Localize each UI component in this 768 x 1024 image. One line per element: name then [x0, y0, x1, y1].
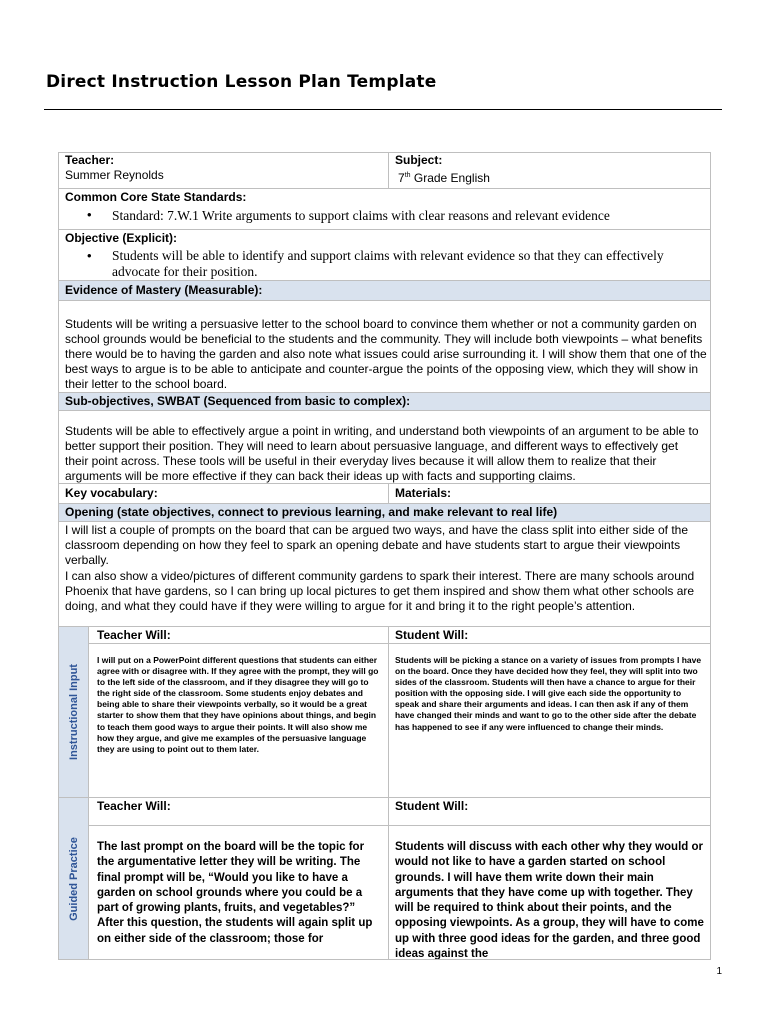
bullet-icon: •	[87, 248, 92, 263]
student-will-label: Student Will:	[395, 799, 469, 813]
document-title: Direct Instruction Lesson Plan Template	[46, 72, 437, 92]
guided-teacher-head	[88, 797, 389, 826]
instructional-teacher-head	[88, 626, 389, 644]
teacher-will-label: Teacher Will:	[97, 799, 171, 813]
objective-label: Objective (Explicit):	[65, 231, 178, 245]
student-will-label: Student Will:	[395, 628, 469, 642]
vocabulary-label: Key vocabulary:	[65, 486, 158, 500]
grade-number: 7	[398, 171, 405, 185]
objective-bullet-text: Students will be able to identify and support claims with relevant evidence so that they can effectively advocate for their position.	[112, 248, 664, 279]
instructional-student-body	[388, 643, 711, 798]
guided-practice-side-label: Guided Practice	[58, 797, 89, 960]
subject-label: Subject:	[395, 153, 443, 167]
instructional-student-text: Students will be picking a stance on a variety of issues from prompts I have on the board. Once they have decided how they feel, they will split into two sides of the classroom. Students will then have a chance to argue for their position with the opposing side. I will give each side the opportunity to speak and share their arguments and ideas. I can then ask if any of them have changed their minds and want to go to the other side after the debate has happened to see if any were influenced to change their minds.	[395, 655, 702, 732]
teacher-will-label: Teacher Will:	[97, 628, 171, 642]
mastery-header	[58, 280, 711, 301]
opening-header	[58, 503, 711, 522]
opening-paragraph-2: I can also show a video/pictures of different community gardens to spark their interest. There are many schools around Phoenix that have gardens, so I can bring up local pictures to get them inspired and show them what other schools are doing, and what they could have if they were willing to argue for it and bring it to the right people’s attention.	[65, 569, 695, 613]
subject-value	[398, 168, 490, 186]
title-divider	[44, 109, 722, 110]
guided-teacher-text: The last prompt on the board will be the topic for the argumentative letter they will be writing. The final prompt will be, “Would you like to have a garden on school grounds where you could be a part of growing plants, fruits, and vegetables?” After this question, the students will again split up on either side of the classroom; those for	[97, 841, 373, 945]
subobjectives-text: Students will be able to effectively argue a point in writing, and understand both viewpoints of an argument to be able to better support their position. They will need to learn about persuasive language, and different ways to effectively get their point across. These tools will be useful in their everyday lives because it will allow them to realize that their arguments will be more effective if they can back their ideas up with facts and supporting claims.	[65, 424, 699, 483]
standards-cell	[58, 188, 711, 230]
instructional-input-side-label: Instructional Input	[58, 626, 89, 798]
vocabulary-cell	[58, 483, 389, 504]
teacher-label: Teacher:	[65, 153, 115, 167]
subobjectives-label: Sub-objectives, SWBAT (Sequenced from basic to complex):	[65, 394, 411, 408]
opening-body	[58, 521, 711, 627]
mastery-text: Students will be writing a persuasive letter to the school board to convince them whether or not a community garden on school grounds would be beneficial to the students and the community. They will include both viewpoints – what benefits there would be to having the garden and also note what issues could arise surrounding it. I will show them that one of the best ways to argue is to be able to anticipate and counter-argue the points of the opposing view, which they will show in their letter to the school board.	[65, 317, 707, 391]
page-number: 1	[716, 966, 722, 977]
bullet-icon: •	[87, 207, 92, 222]
opening-label: Opening (state objectives, connect to previous learning, and make relevant to real life)	[65, 505, 558, 519]
instructional-teacher-body	[88, 643, 389, 798]
subject-cell	[388, 152, 711, 189]
standards-bullet-text: Standard: 7.W.1 Write arguments to support claims with clear reasons and relevant evidence	[112, 208, 610, 223]
guided-teacher-body	[88, 825, 389, 960]
subobjectives-body	[58, 410, 711, 484]
guided-student-body	[388, 825, 711, 960]
instructional-teacher-text: I will put on a PowerPoint different questions that students can either agree with or disagree with. If they agree with the prompt, they will go to the left side of the classroom, and if they disagree they will go to the right side of the classroom. Some students enjoy debates and being able to share their viewpoints verbally, so it would be a great starter to show them that they have opinions about things, and begin to teach them good ways to argue their points. It will also show me how they argue, and give me examples of the persuasive language they are using to point out to them later.	[97, 655, 379, 754]
objective-cell	[58, 229, 711, 281]
teacher-value: Summer Reynolds	[65, 168, 164, 182]
subject-text: Grade English	[410, 171, 490, 185]
mastery-body	[58, 300, 711, 393]
standards-label: Common Core State Standards:	[65, 190, 247, 204]
guided-student-head	[388, 797, 711, 826]
materials-label: Materials:	[395, 486, 452, 500]
opening-paragraph-1: I will list a couple of prompts on the board that can be argued two ways, and have the class split into either side of the classroom depending on how they feel to spark an opening debate and have students start to argue their viewpoints verbally.	[65, 523, 689, 567]
instructional-student-head	[388, 626, 711, 644]
teacher-cell	[58, 152, 389, 189]
grade-suffix: th	[404, 172, 411, 179]
mastery-label: Evidence of Mastery (Measurable):	[65, 283, 263, 297]
guided-student-text: Students will discuss with each other why they would or would not like to have a garden started on school grounds. I will have them write down their main arguments that they have come up with together. They will be required to think about their points, and the opposing viewpoints. As a group, they will have to come up with three good ideas for the garden, and three good ideas against the	[395, 841, 704, 960]
subobjectives-header	[58, 392, 711, 411]
materials-cell	[388, 483, 711, 504]
